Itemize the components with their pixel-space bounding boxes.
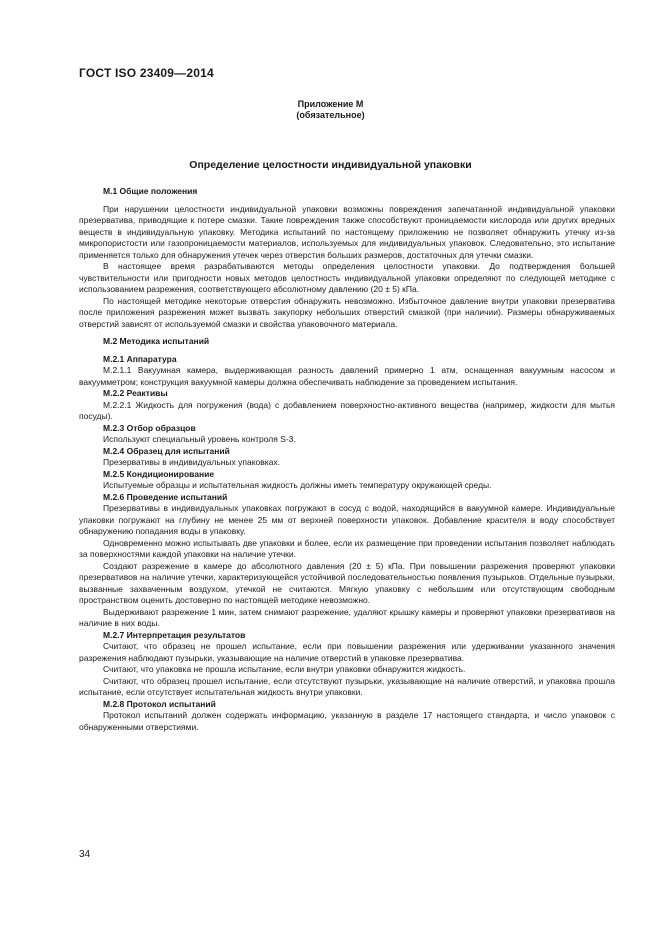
paragraph: В настоящее время разрабатываются методы определения целостности упаковки. До подтверждения большей чувствительности или пригодности новых методов целостность индивидуальной упаковки определяют по следующей методике с использованием разрежения, соответствующего абсолютному давлению (20 ± 5) кПа.: [79, 261, 615, 294]
paragraph: Испытуемые образцы и испытательная жидкость должны иметь температуру окружающей среды.: [103, 480, 492, 490]
document-body: [79, 186, 615, 733]
paragraph: Одновременно можно испытывать две упаковки и более, если их размещение при проведении испытания позволяет наблюдать за поверхностями каждой упаковки на наличие утечки.: [79, 537, 615, 559]
paragraph: Выдерживают разрежение 1 мин, затем снимают разрежение, удаляют крышку камеры и проверяют упаковки презервативов на наличие в них воды.: [79, 606, 615, 628]
paragraph: М.2.1.1 Вакуумная камера, выдерживающая разность давлений примерно 1 атм, оснащенная вакуумным насосом и вакуумметром; конструкция вакуумной камеры должна обеспечивать наблюдение за проведением испытания.: [79, 365, 615, 387]
subsection-heading-m28: М.2.8 Протокол испытаний: [103, 698, 216, 709]
document-header-title: ГОСТ ISO 23409—2014: [79, 66, 214, 80]
paragraph: Считают, что образец не прошел испытание, если при повышении разрежения или удерживании указанного значения разрежения наблюдают пузырьки, указывающие на наличие отверстий в упаковке презерватива.: [79, 641, 615, 663]
annex-title: Определение целостности индивидуальной упаковки: [189, 159, 472, 171]
annex-status: (обязательное): [296, 110, 365, 120]
subsection-heading-m27: М.2.7 Интерпретация результатов: [103, 629, 246, 640]
subsection-heading-m26: М.2.6 Проведение испытаний: [103, 491, 228, 502]
paragraph: Протокол испытаний должен содержать информацию, указанную в разделе 17 настоящего стандарта, и число упаковок с обнаруженными отверстиями.: [79, 710, 615, 732]
paragraph: При нарушении целостности индивидуальной упаковки возможны повреждения запечатанной индивидуальной упаковки презерватива, приводящие к потере смазки. Такие повреждения также способствуют проницаемости кислорода или других вредных веществ в индивидуальную упаковку. Методика испытаний по настоящему приложению не позволяет обнаружить утечку из-за микропористости или газопроницаемости материалов, используемых для индивидуальных упаковок. Следовательно, это испытание применяется только для обнаружения утечек через отверстия больших размеров, достаточных для утечки смазки.: [79, 203, 615, 260]
paragraph: Используют специальный уровень контроля S-3.: [103, 434, 296, 444]
page-number: 34: [79, 849, 91, 860]
subsection-heading-m25: М.2.5 Кондиционирование: [103, 468, 215, 479]
paragraph: Презервативы в индивидуальных упаковках.: [103, 457, 281, 467]
section-heading-m1: М.1 Общие положения: [103, 186, 198, 196]
section-heading-m2: М.2 Методика испытаний: [103, 336, 210, 346]
paragraph: По настоящей методике некоторые отверстия обнаружить невозможно. Избыточное давление внутри упаковки презерватива после приложения разрежения может вызвать закупорку небольших отверстий смазкой (при наличии). Размеры обнаруживаемых отверстий зависят от используемой смазки и свойства упаковочного материала.: [79, 295, 615, 329]
paragraph: Считают, что образец прошел испытание, если отсутствуют пузырьки, указывающие на наличие отверстий, и упаковка прошла испытание, если отсутствует испытательная жидкость внутри упаковки.: [79, 675, 615, 697]
subsection-heading-m22: М.2.2 Реактивы: [103, 388, 168, 398]
paragraph: М.2.2.1 Жидкость для погружения (вода) с добавлением поверхностно-активного вещества (например, жидкости для мытья посуды).: [79, 399, 615, 421]
paragraph: Создают разрежение в камере до абсолютного давления (20 ± 5) кПа. При повышении разрежения проверяют упаковки презервативов на наличие утечки, характеризующейся устойчивой последовательностью появления пузырьков. Отдельные пузырьки, вызванные захваченным воздухом, утечкой не считаются. Мягкую упаковку с небольшим или отсутствующим свободным пространством оценить достоверно по настоящей методике невозможно.: [79, 560, 615, 605]
annex-label: Приложение М: [297, 99, 364, 109]
subsection-heading-m24: М.2.4 Образец для испытаний: [103, 445, 230, 456]
paragraph: Считают, что упаковка не прошла испытание, если внутри упаковки обнаружится жидкость.: [103, 664, 466, 674]
subsection-heading-m21: М.2.1 Аппаратура: [103, 353, 177, 364]
paragraph: Презервативы в индивидуальных упаковках погружают в сосуд с водой, находящийся в вакуумной камере. Индивидуальные упаковки погружают на глубину не менее 25 мм от верхней поверхности упаковок. Добавление красителя в воду способствует обнаружению попадания воды в упаковку.: [79, 503, 615, 536]
subsection-heading-m23: М.2.3 Отбор образцов: [103, 422, 196, 433]
